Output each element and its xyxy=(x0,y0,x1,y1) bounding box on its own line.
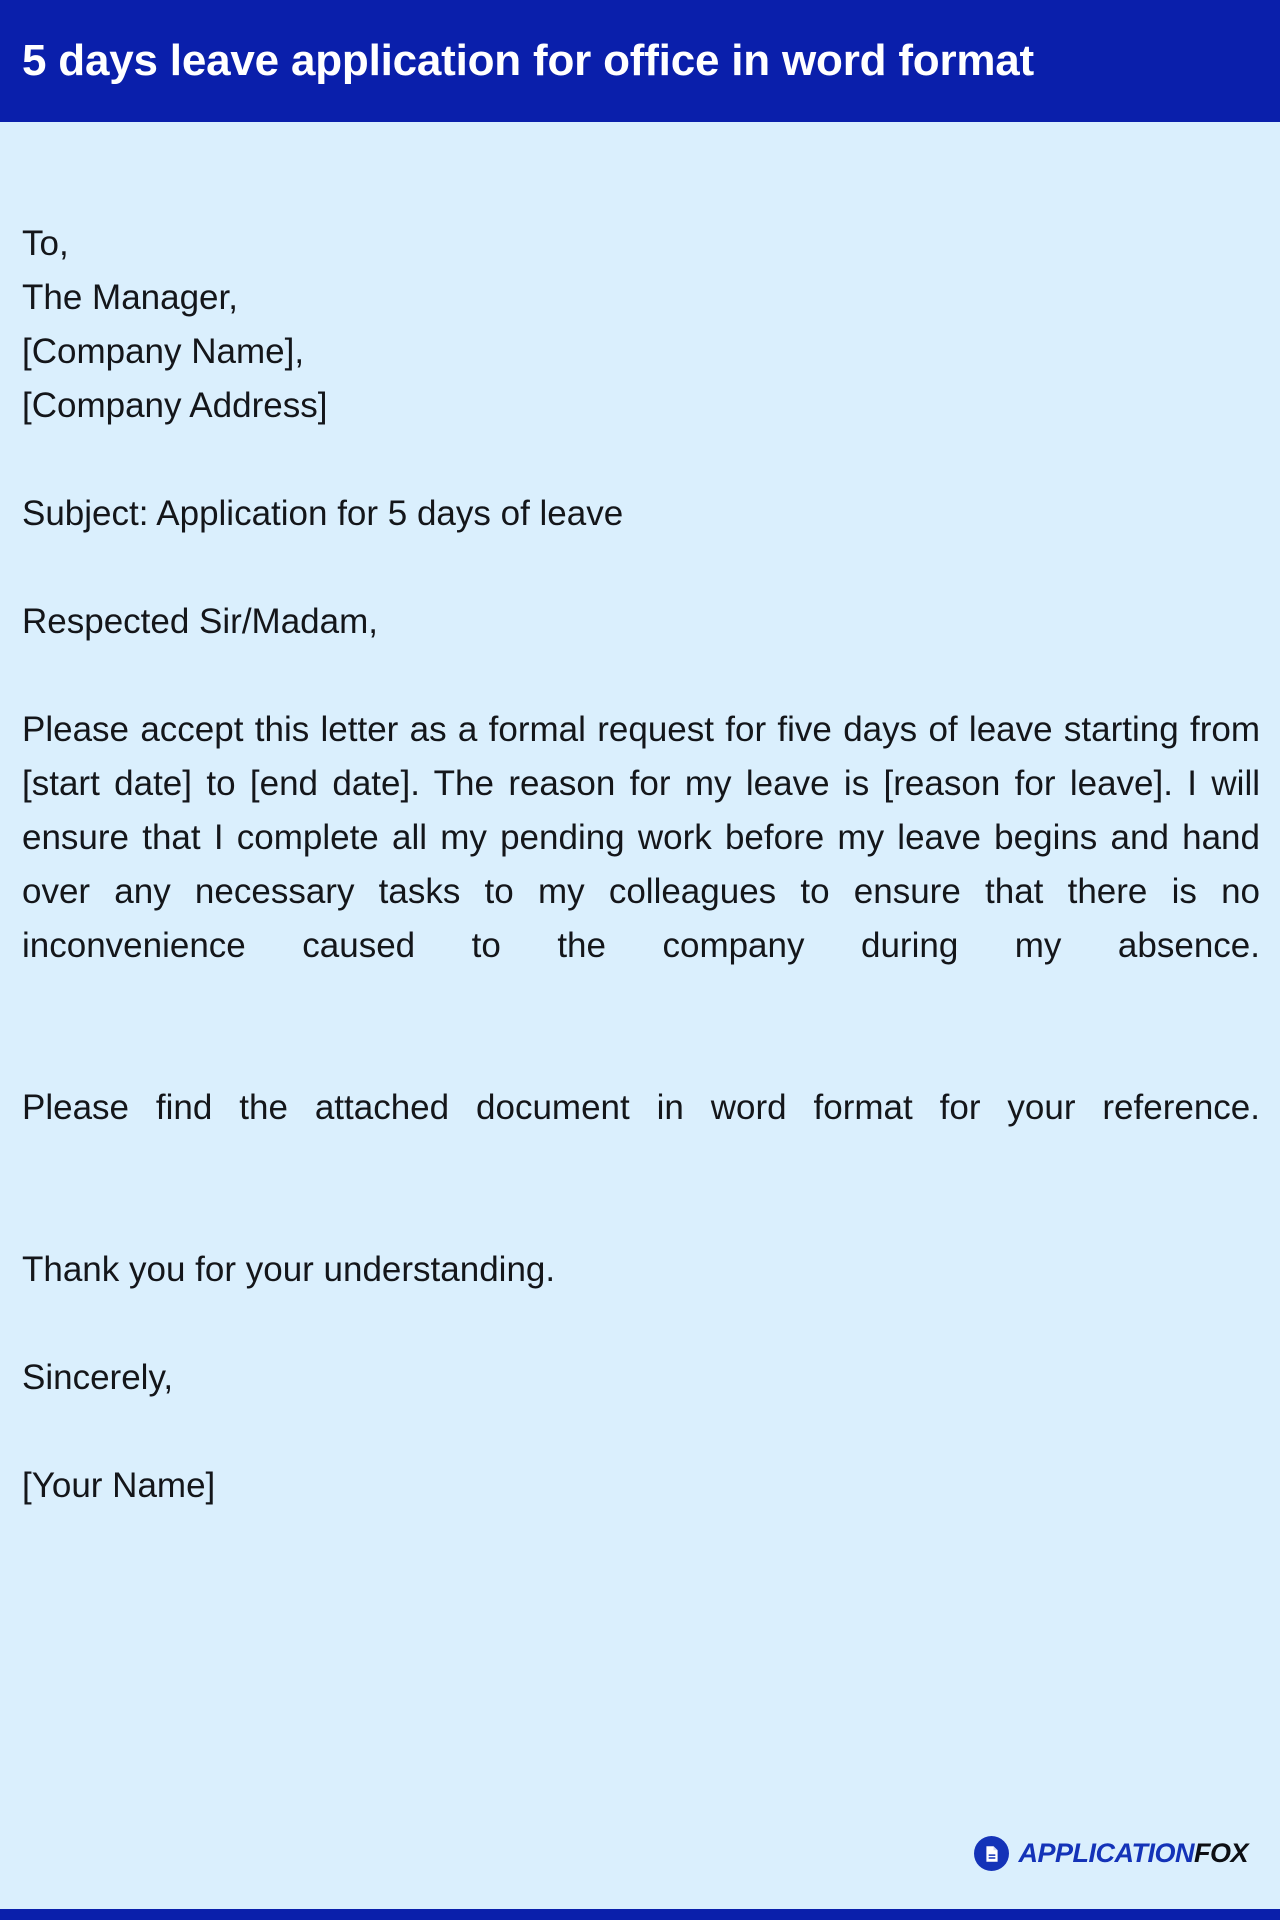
logo-word-application: APPLICATION xyxy=(1018,1838,1194,1868)
salutation-line: Respected Sir/Madam, xyxy=(22,602,378,641)
logo-word-fox: FOX xyxy=(1193,1838,1248,1868)
subject-line: Subject: Application for 5 days of leave xyxy=(22,494,624,533)
thanks-line: Thank you for your understanding. xyxy=(22,1250,556,1289)
page-footer-bar xyxy=(0,1909,1280,1920)
page-title: 5 days leave application for office in word format xyxy=(22,35,1035,85)
letter-body xyxy=(0,122,1280,1909)
recipient-address-block xyxy=(22,217,1260,433)
logo-wordmark xyxy=(1018,1840,1248,1867)
body-paragraph-1: Please accept this letter as a formal request for five days of leave starting from [start date] to [end date]. The reason for my leave is [reason for leave]. I will ensure that I complete all my pending work before my leave begins and hand over any necessary tasks to my colleagues to ensure that there is no inconvenience caused to the company during my absence. xyxy=(22,710,1260,965)
recipient-line-manager: The Manager, xyxy=(22,278,238,317)
page-header-bar xyxy=(0,0,1280,122)
closing-line: Sincerely, xyxy=(22,1358,174,1397)
recipient-line-to: To, xyxy=(22,224,69,263)
recipient-line-company-address: [Company Address] xyxy=(22,386,328,425)
applicationfox-logo xyxy=(974,1836,1248,1871)
body-paragraph-2: Please find the attached document in word format for your reference. xyxy=(22,1088,1260,1127)
signature-line: [Your Name] xyxy=(22,1466,216,1505)
recipient-line-company-name: [Company Name], xyxy=(22,332,305,371)
document-icon xyxy=(974,1836,1009,1871)
